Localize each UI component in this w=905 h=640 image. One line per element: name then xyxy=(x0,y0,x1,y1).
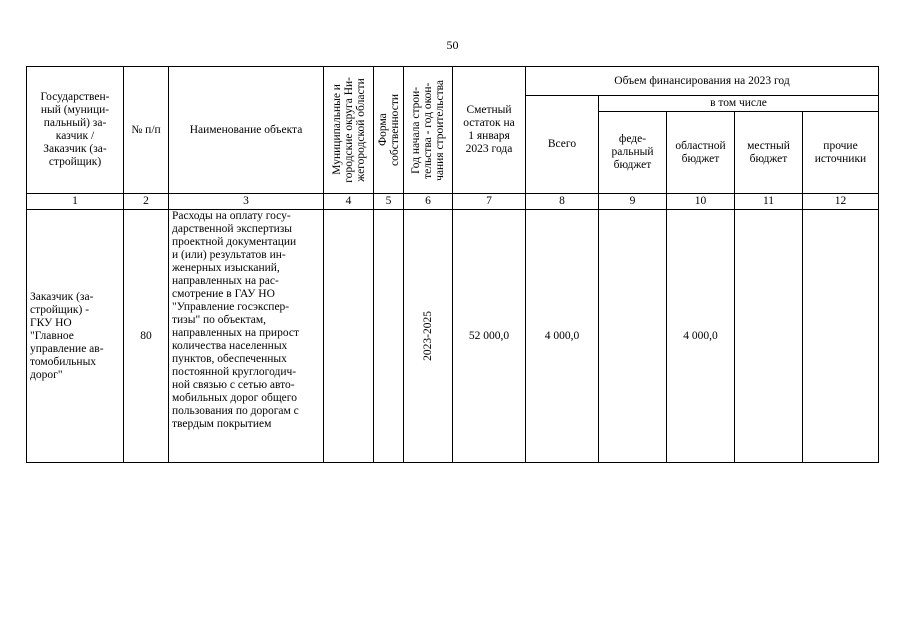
row-municipality xyxy=(324,210,374,463)
row-ownership xyxy=(374,210,404,463)
column-number-row xyxy=(27,194,879,210)
column-number: 6 xyxy=(404,194,453,210)
header-years-cell xyxy=(404,67,453,194)
column-number: 11 xyxy=(735,194,803,210)
page-number: 50 xyxy=(446,38,459,52)
header-federal: феде- ральный бюджет xyxy=(599,112,667,194)
row-customer: Заказчик (за- стройщик) - ГКУ НО "Главное управление ав- томобильных дорог" xyxy=(27,210,124,463)
header-municipality: Муниципальные и городские округа Ни- жегородской области xyxy=(330,77,367,183)
column-number: 4 xyxy=(324,194,374,210)
row-balance: 52 000,0 xyxy=(453,210,526,463)
header-object-name: Наименование объекта xyxy=(169,67,324,194)
table-row xyxy=(27,210,879,463)
header-funding: Объем финансирования на 2023 год xyxy=(526,67,879,96)
header-municipality-cell xyxy=(324,67,374,194)
row-pp: 80 xyxy=(124,210,169,463)
row-local xyxy=(735,210,803,463)
header-pp: № п/п xyxy=(124,67,169,194)
header-local: местный бюджет xyxy=(735,112,803,194)
column-number: 12 xyxy=(803,194,879,210)
header-ownership-cell xyxy=(374,67,404,194)
row-total: 4 000,0 xyxy=(526,210,599,463)
row-regional: 4 000,0 xyxy=(667,210,735,463)
row-other xyxy=(803,210,879,463)
column-number: 10 xyxy=(667,194,735,210)
header-customer: Государствен- ный (муници- пальный) за- казчик / Заказчик (за- стройщик) xyxy=(27,67,124,194)
column-number: 7 xyxy=(453,194,526,210)
header-regional: областной бюджет xyxy=(667,112,735,194)
row-years-cell xyxy=(404,210,453,463)
row-federal xyxy=(599,210,667,463)
header-including: в том числе xyxy=(599,96,879,112)
header-row-1 xyxy=(27,67,879,96)
column-number: 9 xyxy=(599,194,667,210)
header-ownership: Форма собственности xyxy=(377,94,401,166)
header-total: Всего xyxy=(526,96,599,194)
row-years: 2023-2025 xyxy=(422,311,434,361)
column-number: 2 xyxy=(124,194,169,210)
column-number: 8 xyxy=(526,194,599,210)
header-other: прочие источники xyxy=(803,112,879,194)
header-years: Год начала строи- тельства - год окон- чания строительства xyxy=(410,79,446,181)
row-object-name: Расходы на оплату госу- дарственной экспертизы проектной документации и (или) результатов ин- женерных изысканий, направленных на рас- смотрение в ГАУ НО "Управление госэкспер- тизы" по объектам, направленных на прирост количества населенных пунктов, обеспеченных постоянной круглогодич- ной связью с сетью авто- мобильных дорог общего пользования по дорогам с твердым покрытием xyxy=(169,210,324,463)
column-number: 3 xyxy=(169,194,324,210)
column-number: 5 xyxy=(374,194,404,210)
column-number: 1 xyxy=(27,194,124,210)
financing-table xyxy=(26,66,879,463)
header-balance: Сметный остаток на 1 января 2023 года xyxy=(453,67,526,194)
